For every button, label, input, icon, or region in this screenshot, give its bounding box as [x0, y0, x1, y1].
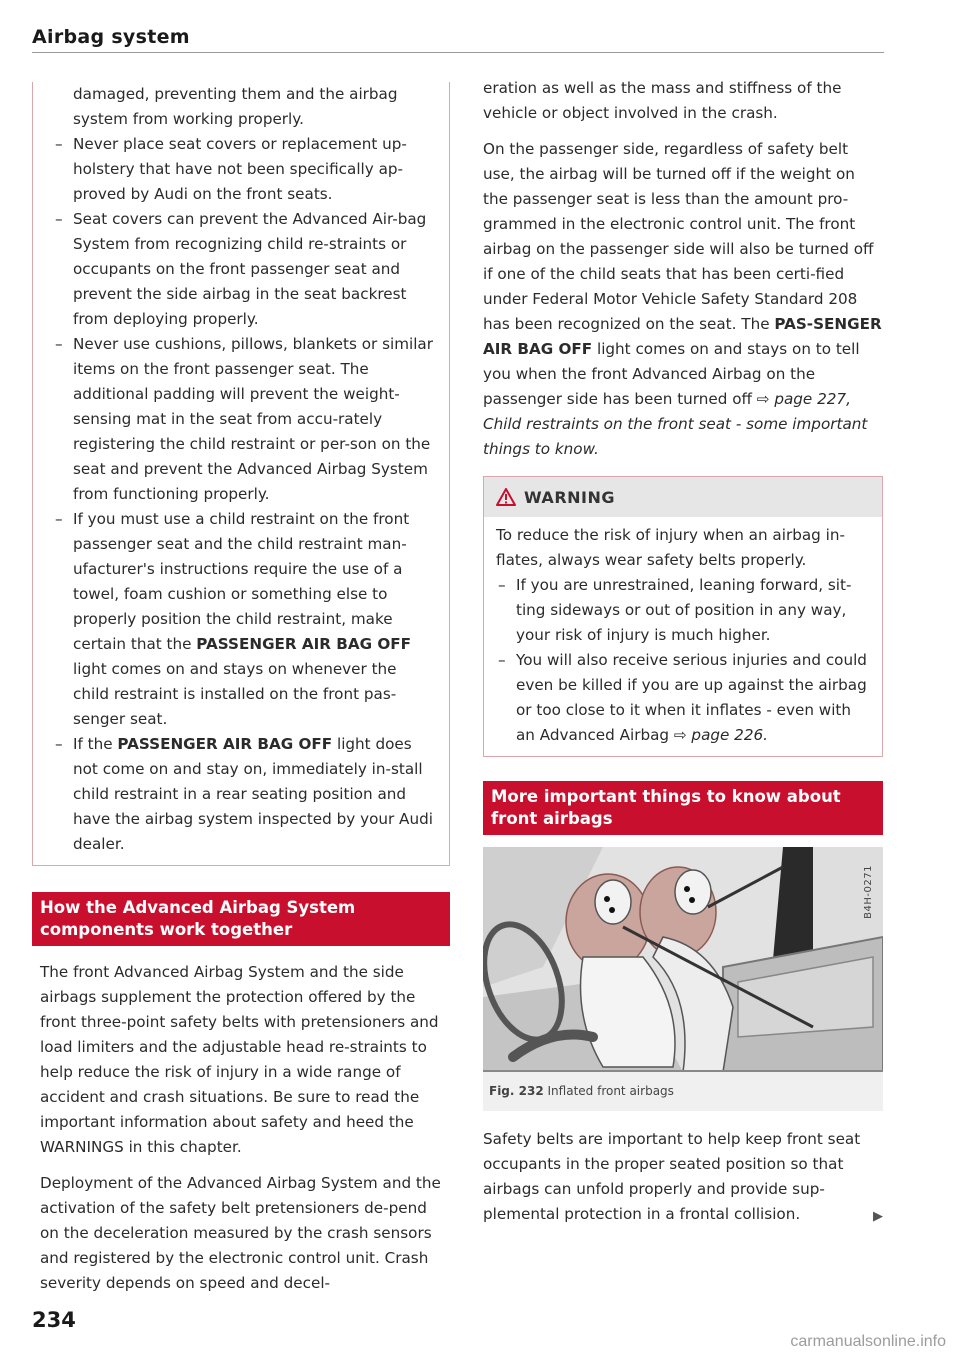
body-paragraph	[483, 1127, 883, 1227]
warning-item	[53, 507, 437, 732]
warning-continuation	[32, 82, 450, 866]
item-text: If you must use a child restraint on the front passenger seat and the child restraint man-ufacturer's instructions require the use of a towel, foam cushion or something else to properly position the child restraint, make certain that the	[73, 510, 410, 653]
warning-item	[496, 648, 870, 748]
indicator-label: PAS-SENGER AIR BAG OFF	[483, 315, 882, 358]
paragraph-text: On the passenger side, regardless of safety belt use, the airbag will be turned off if the weight on the passenger seat is less than the amount pro-grammed in the electronic control unit. The front airbag on the passenger side will also be turned off if one of the child seats that has been certi-fied under Federal Motor Vehicle Safety Standard 208 has been recognized on the seat. The	[483, 140, 874, 333]
body-paragraph: eration as well as the mass and stiffness of the vehicle or object involved in the crash.	[483, 79, 842, 122]
warning-body	[484, 517, 882, 756]
body-paragraph: The front Advanced Airbag System and the side airbags supplement the protection offered by the front three-point safety belts with pretensioners and load limiters and the adjustable head re-straints to help reduce the risk of injury in a wide range of accident and crash situations. Be sure to read the important information about safety and heed the WARNINGS in this chapter.	[40, 963, 439, 1156]
paragraph-text: light comes on and stays on to tell you when the front Advanced Airbag on the passenger side has been turned off	[483, 340, 860, 408]
warning-box	[483, 476, 883, 757]
page-reference-link[interactable]: ⇨ page 227, Child restraints on the front seat - some important things to know.	[483, 390, 868, 458]
header-title: Airbag system	[32, 26, 190, 48]
figure-caption-text: Inflated front airbags	[547, 1084, 674, 1098]
indicator-label: PASSENGER AIR BAG OFF	[117, 735, 333, 753]
page-number: 234	[32, 1308, 76, 1332]
figure-caption	[483, 1072, 883, 1111]
body-paragraph	[483, 137, 883, 462]
warning-lead-line: damaged, preventing them and the airbag	[73, 85, 398, 103]
site-watermark: carmanualsonline.info	[790, 1333, 946, 1350]
header-divider	[32, 52, 884, 53]
warning-item	[53, 732, 437, 857]
item-text: If the	[73, 735, 118, 753]
airbag-illustration	[483, 847, 883, 1072]
item-text: light comes on and stays on whenever the child restraint is installed on the front pas-senger seat.	[73, 660, 397, 728]
figure	[483, 847, 883, 1111]
page-reference-link[interactable]: ⇨ page 226.	[673, 726, 769, 744]
item-text: light does not come on and stay on, immediately in-stall child restraint in a rear seating position and have the airbag system inspected by your Audi dealer.	[73, 735, 433, 853]
warning-triangle-icon	[496, 488, 516, 506]
warning-lead-line: system from working properly.	[73, 110, 304, 128]
body-paragraph: Deployment of the Advanced Airbag System and the activation of the safety belt pretensioners de-pend on the deceleration measured by the crash sensors and registered by the electronic control unit. Crash severity depends on speed and decel-	[40, 1174, 441, 1292]
section-title-front-airbags: More important things to know about front airbags	[483, 781, 883, 835]
section-title-advanced-airbag: How the Advanced Airbag System components work together	[32, 892, 450, 946]
right-column	[483, 76, 883, 1229]
indicator-label: PASSENGER AIR BAG OFF	[196, 635, 412, 653]
warning-list	[496, 573, 870, 748]
continued-arrow-icon: ▶	[873, 1209, 883, 1224]
item-text: You will also receive serious injuries and could even be killed if you are up against the airbag or too close to it when it inflates - even with an Advanced Airbag	[516, 651, 867, 744]
inflated-airbags-drawing	[483, 847, 883, 1072]
warning-header	[484, 477, 882, 517]
warning-item: – Seat covers can prevent the Advanced Air-bag System from recognizing child re-straints or occupants on the front passenger seat and prevent the side airbag in the seat backrest from deploying properly.	[53, 207, 437, 332]
warning-intro: To reduce the risk of injury when an airbag in-flates, always wear safety belts properly.	[496, 526, 845, 569]
warning-list	[53, 132, 437, 857]
warning-item: – Never place seat covers or replacement up-holstery that have not been specifically ap-proved by Audi on the front seats.	[53, 132, 437, 207]
paragraph-text: Safety belts are important to help keep front seat occupants in the proper seated position so that airbags can unfold properly and provide sup-plemental protection in a frontal collision.	[483, 1130, 861, 1223]
warning-item: – Never use cushions, pillows, blankets or similar items on the front passenger seat. The additional padding will prevent the weight-sensing mat in the seat from accu-rately registering the child restraint or per-son on the seat and prevent the Advanced Airbag System from functioning properly.	[53, 332, 437, 507]
left-column	[40, 82, 450, 1307]
figure-code: B4H-0271	[863, 865, 874, 919]
warning-item: – If you are unrestrained, leaning forward, sit-ting sideways or out of position in any way, your risk of injury is much higher.	[496, 573, 870, 648]
figure-label: Fig. 232	[489, 1084, 544, 1098]
warning-title: WARNING	[524, 487, 615, 507]
